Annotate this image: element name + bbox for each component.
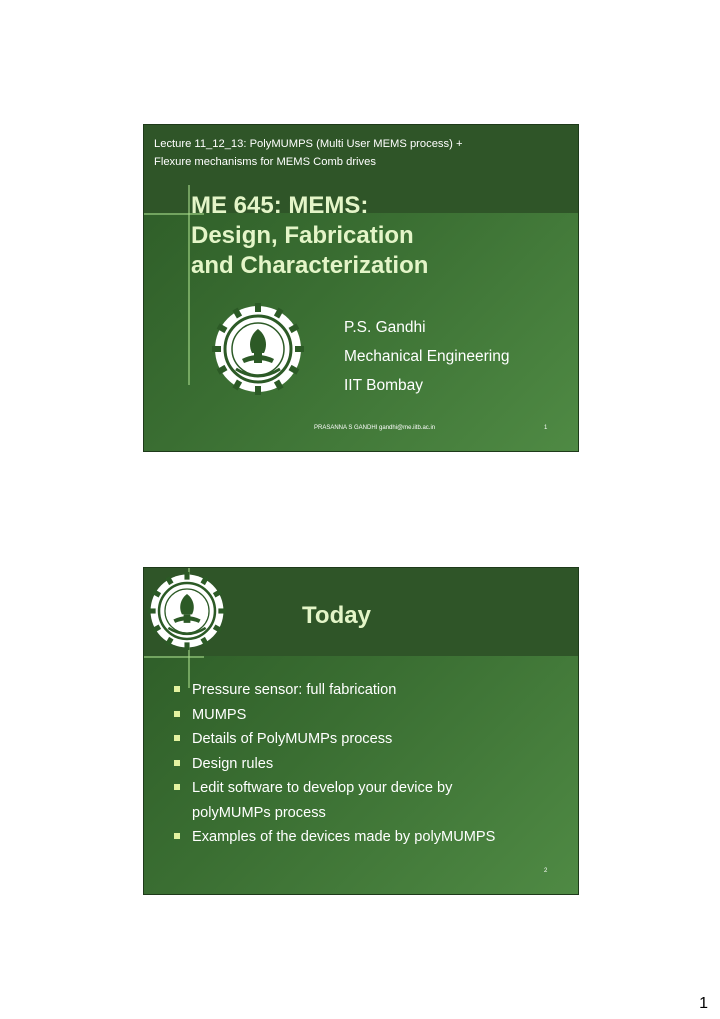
list-item: Pressure sensor: full fabrication [164,678,564,703]
slide-title: Today [302,602,371,629]
lecture-header [154,135,569,171]
lecture-line-2: Flexure mechanisms for MEMS Comb drives [154,156,376,168]
slide-number: 2 [544,868,548,874]
bullet-list [164,678,564,850]
list-item: Design rules [164,752,564,777]
bullet-square-icon [174,686,180,692]
bullet-square-icon [174,833,180,839]
slide-1 [143,124,579,452]
department: Mechanical Engineering [344,348,510,365]
bullet-square-icon [174,760,180,766]
title-line-2: Design, Fabrication [191,222,414,249]
slide-title [191,191,571,281]
institute: IIT Bombay [344,377,423,394]
author-info [344,313,509,400]
decorative-vertical-line [188,185,190,385]
list-item-continuation: polyMUMPs process [192,804,326,821]
title-line-3: and Characterization [191,252,429,279]
title-line-1: ME 645: MEMS: [191,192,369,219]
decorative-horizontal-line [144,656,204,658]
bullet-square-icon [174,711,180,717]
slide-footer: PRASANNA S GANDHI gandhi@me.iitb.ac.in [314,425,436,431]
list-item: Details of PolyMUMPs process [164,727,564,752]
list-item: MUMPS [164,703,564,728]
page-number: 1 [699,995,708,1012]
iit-bombay-logo-icon [212,303,304,395]
slide-2 [143,567,579,895]
author-name: P.S. Gandhi [344,319,426,336]
lecture-line-1: Lecture 11_12_13: PolyMUMPS (Multi User MEMS process) + [154,138,463,150]
list-item: Ledit software to develop your device by polyMUMPs process [164,776,564,825]
bullet-square-icon [174,784,180,790]
bullet-square-icon [174,735,180,741]
slide-number: 1 [544,425,548,431]
list-item: Examples of the devices made by polyMUMPS [164,825,564,850]
